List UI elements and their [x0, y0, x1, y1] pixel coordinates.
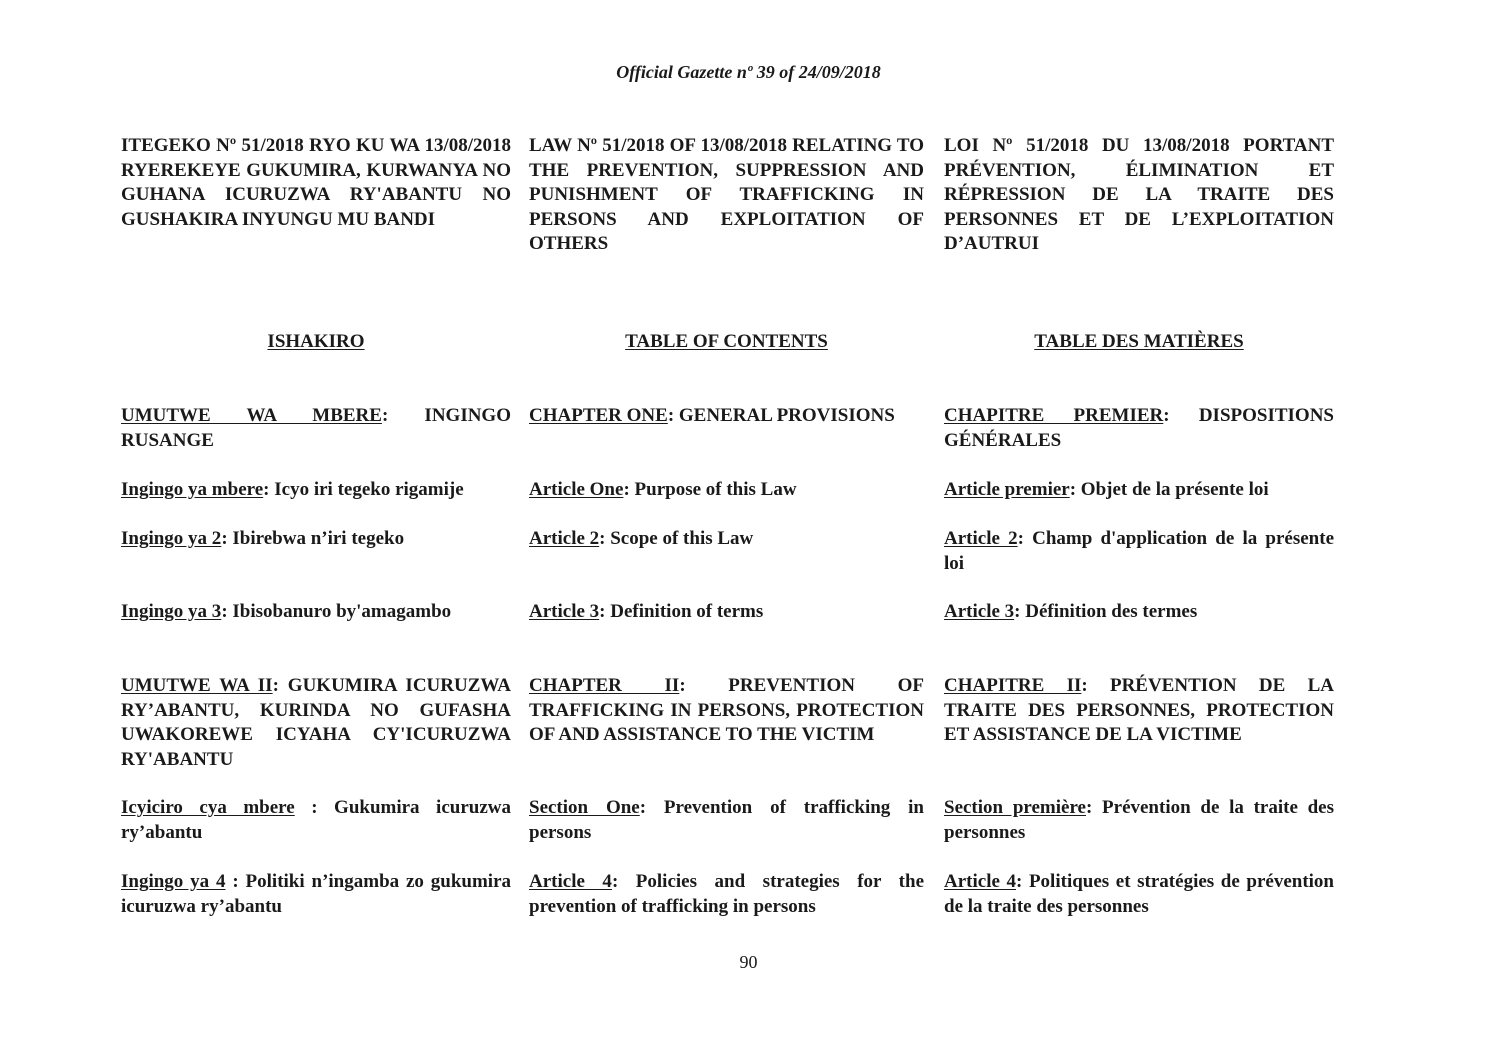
gazette-header: Official Gazette nº 39 of 24/09/2018 — [616, 62, 881, 82]
toc-entry-chapter-one-rw[interactable]: UMUTWE WA MBERE: INGINGO RUSANGE — [121, 405, 511, 451]
toc-heading-rw: ISHAKIRO — [267, 331, 365, 352]
toc-entry-article-4-en[interactable]: Article 4: Policies and strategies for the prevention of trafficking in persons — [529, 871, 924, 917]
toc-entry-article-3-en[interactable]: Article 3: Definition of terms — [529, 601, 764, 622]
toc-entry-article-4-rw[interactable]: Ingingo ya 4 : Politiki n’ingamba zo gukumira icuruzwa ry’abantu — [121, 871, 512, 917]
toc-entry-section-1-en[interactable]: Section One: Prevention of trafficking in persons — [529, 797, 925, 843]
toc-entry-chapter-2-en[interactable]: CHAPTER II: PREVENTION OF TRAFFICKING IN PERSONS, PROTECTION OF AND ASSISTANCE TO THE VICTIM — [529, 675, 924, 745]
toc-entry-article-3-rw[interactable]: Ingingo ya 3: Ibisobanuro by'amagambo — [121, 601, 452, 622]
toc-entry-article-1-rw[interactable]: Ingingo ya mbere: Icyo iri tegeko rigamije — [121, 479, 464, 500]
toc-entry-section-1-fr[interactable]: Section première: Prévention de la traite des personnes — [944, 797, 1334, 843]
page-number: 90 — [739, 952, 758, 972]
toc-heading-fr: TABLE DES MATIÈRES — [1034, 331, 1244, 352]
toc-entry-article-2-en[interactable]: Article 2: Scope of this Law — [529, 528, 754, 549]
toc-entry-chapter-2-rw[interactable]: UMUTWE WA II: GUKUMIRA ICURUZWA RY’ABANTU, KURINDA NO GUFASHA UWAKOREWE ICYAHA CY'ICURUZWA RY'ABANTU — [121, 675, 511, 770]
toc-entry-article-1-fr[interactable]: Article premier: Objet de la présente loi — [944, 479, 1269, 500]
toc-entry-section-1-rw[interactable]: Icyiciro cya mbere : Gukumira icuruzwa ry’abantu — [121, 797, 511, 843]
toc-entry-chapter-one-fr[interactable]: CHAPITRE PREMIER: DISPOSITIONS GÉNÉRALES — [944, 405, 1334, 451]
toc-entry-article-1-en[interactable]: Article One: Purpose of this Law — [529, 479, 797, 500]
toc-entry-article-4-fr[interactable]: Article 4: Politiques et stratégies de prévention de la traite des personnes — [944, 871, 1334, 917]
law-title-fr: LOI Nº 51/2018 DU 13/08/2018 PORTANT PRÉVENTION, ÉLIMINATION ET RÉPRESSION DE LA TRAITE DES PERSONNES ET DE L’EXPLOITATION D’AUTRUI — [944, 135, 1334, 254]
toc-entry-chapter-2-fr[interactable]: CHAPITRE II: PRÉVENTION DE LA TRAITE DES PERSONNES, PROTECTION ET ASSISTANCE DE LA VICTIME — [944, 675, 1334, 745]
law-title-rw: ITEGEKO Nº 51/2018 RYO KU WA 13/08/2018 RYEREKEYE GUKUMIRA, KURWANYA NO GUHANA ICURUZWA RY'ABANTU NO GUSHAKIRA INYUNGU MU BANDI — [121, 135, 511, 230]
toc-entry-article-3-fr[interactable]: Article 3: Définition des termes — [944, 601, 1198, 622]
toc-heading-en: TABLE OF CONTENTS — [625, 331, 828, 352]
toc-entry-chapter-one-en[interactable]: CHAPTER ONE: GENERAL PROVISIONS — [529, 405, 895, 426]
toc-entry-article-2-fr[interactable]: Article 2: Champ d'application de la présente loi — [944, 528, 1334, 574]
toc-entry-article-2-rw[interactable]: Ingingo ya 2: Ibirebwa n’iri tegeko — [121, 528, 405, 549]
law-title-en: LAW Nº 51/2018 OF 13/08/2018 RELATING TO THE PREVENTION, SUPPRESSION AND PUNISHMENT OF TRAFFICKING IN PERSONS AND EXPLOITATION OF OTHERS — [529, 135, 924, 254]
